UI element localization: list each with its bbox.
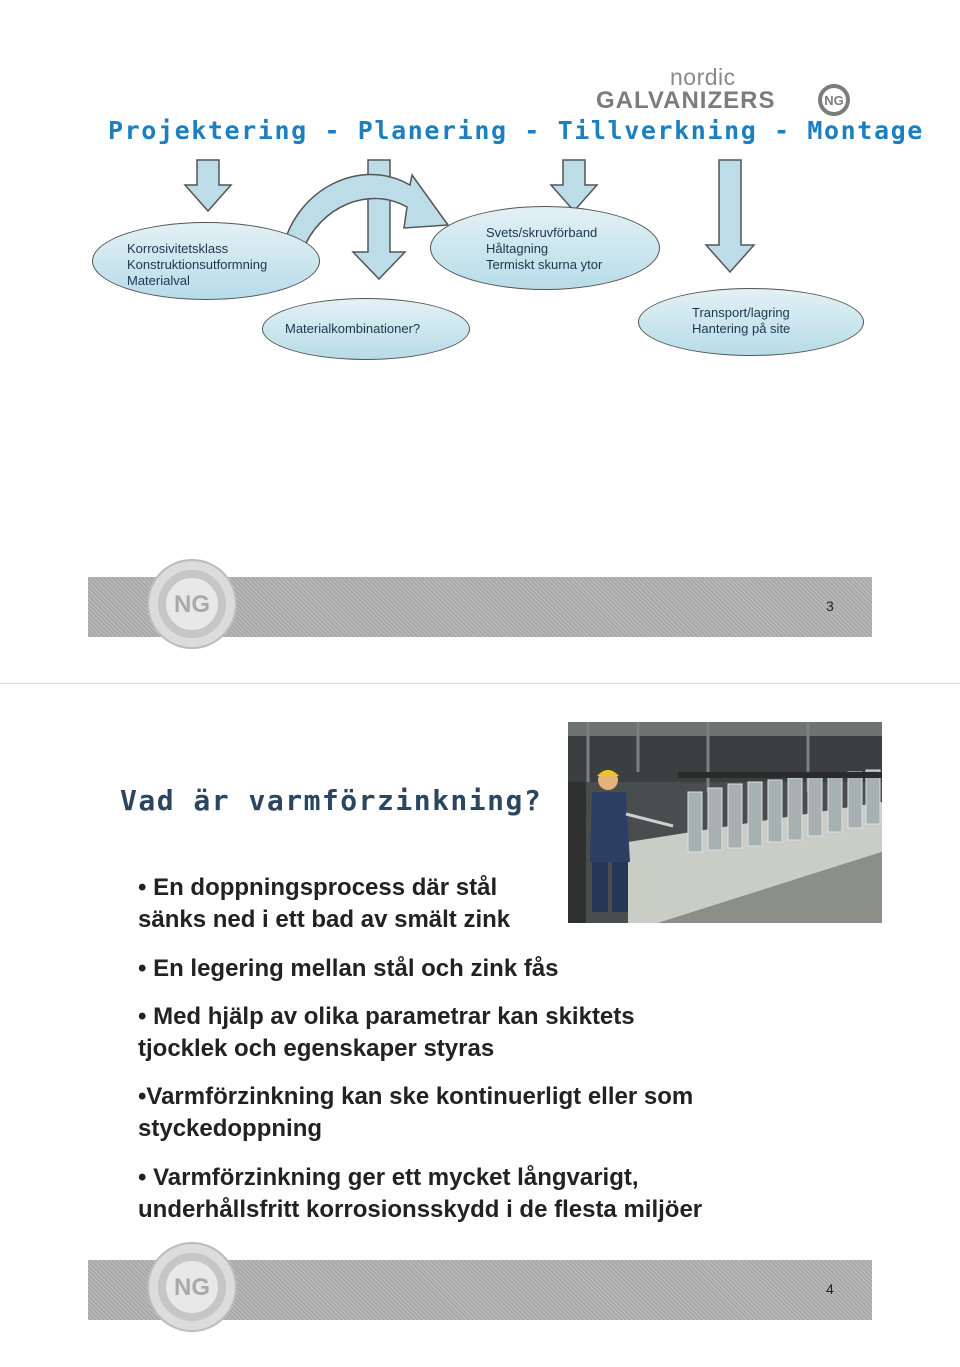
bullet-item: • Med hjälp av olika parametrar kan skiktets tjocklek och egenskaper styras <box>138 1003 635 1062</box>
slide-3 <box>0 0 960 683</box>
ellipse-transport: Transport/lagring Hantering på site <box>638 288 864 356</box>
bullet-item: • Varmförzinkning ger ett mycket långvarigt, underhållsfritt korrosionsskydd i de flesta miljöer <box>138 1164 703 1223</box>
svg-text:NG: NG <box>174 1274 210 1301</box>
bullet-item: •Varmförzinkning kan ske kontinuerligt eller som styckedoppning <box>138 1083 694 1142</box>
down-arrow-icon <box>185 160 231 211</box>
ellipse-fabrication-factors: Svets/skruvförband Håltagning Termiskt skurna ytor <box>430 206 660 290</box>
page-number: 4 <box>826 1281 834 1297</box>
svg-text:NG: NG <box>824 93 844 108</box>
svg-text:NG: NG <box>174 591 210 618</box>
bullet-item: • En legering mellan stål och zink fås <box>138 955 559 982</box>
ng-watermark-icon <box>142 1237 242 1337</box>
nordic-galvanizers-logo: nordic GALVANIZERS NG <box>596 64 856 120</box>
slide-title: Vad är varmförzinkning? <box>120 784 543 817</box>
down-arrow-icon <box>551 160 597 211</box>
ng-watermark-icon <box>142 554 242 654</box>
ellipse-planning-factors: Korrosivitetsklass Konstruktionsutformning Materialval <box>92 222 320 300</box>
down-arrow-icon <box>706 160 754 272</box>
slide-title: Projektering - Planering - Tillverkning - Montage <box>108 116 924 145</box>
ellipse-material-combinations: Materialkombinationer? <box>262 298 470 360</box>
bullet-item: • En doppningsprocess där stål sänks ned i ett bad av smält zink <box>138 874 511 933</box>
page-number: 3 <box>826 598 834 614</box>
